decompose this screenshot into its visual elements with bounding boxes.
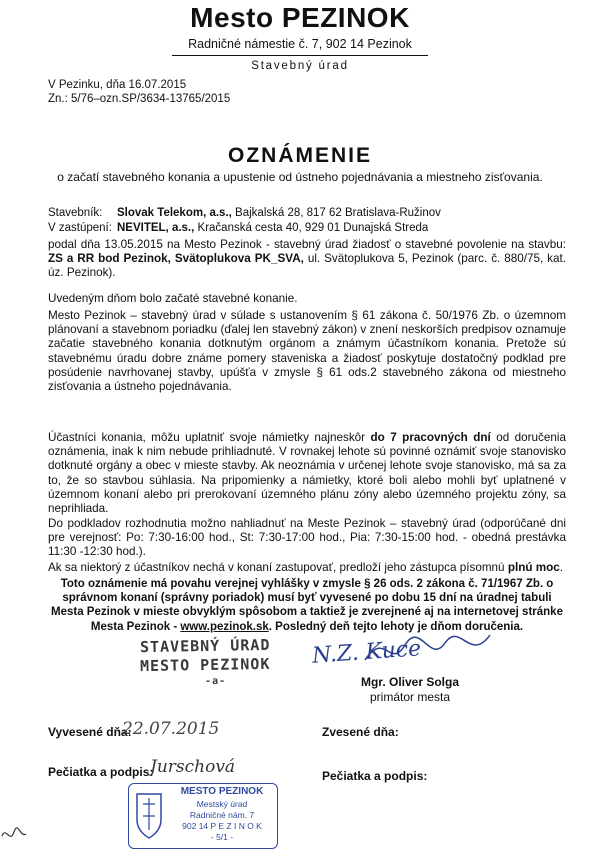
round-stamp-line1: MESTO PEZINOK xyxy=(180,786,264,797)
removed-label: Zvesené dňa: xyxy=(322,725,399,739)
round-stamp-line4: 902 14 P E Z I N O K xyxy=(182,821,262,831)
office-name: Stavebný úrad xyxy=(251,60,349,72)
paragraph-legal-basis: Mesto Pezinok – stavebný úrad v súlade s ustanovením § 61 zákona č. 50/1976 Zb. o územnom plánovaní a stavebnom poriadku (ďalej len stavebný zákon) v znení neskorších predpisov oznamuje začatie stavebného konania dotknutým orgánom a známym účastníkom konania. Pretože sú stavebnému úradu dobre známe pomery staveniska a žiadosť poskytuje dostatočný podklad pre posúdenie navrhovanej stavby, upúšťa v zmysle § 61 ods.2 stavebného zákona od miestneho zisťovania a ústneho pojednávania. xyxy=(48,309,566,394)
p1-text-a: podal dňa 13.05.2015 na Mesto Pezinok - stavebný úrad žiadosť o stavebné povolenie na stavbu: xyxy=(48,238,566,251)
builder-name: Slovak Telekom, a.s., xyxy=(117,207,232,219)
signatory-name: Mgr. Oliver Solga xyxy=(360,675,460,689)
paragraph-start: Uvedeným dňom bolo začaté stavebné konanie. xyxy=(48,292,298,305)
notice-title: OZNÁMENIE xyxy=(228,144,372,167)
round-stamp-line2: Mestský úrad xyxy=(196,799,248,809)
representative-address: Kračanská cesta 40, 929 01 Dunajská Streda xyxy=(197,222,429,234)
header-divider xyxy=(172,55,428,56)
p6-text-c: . xyxy=(559,561,564,574)
posted-date: 22.07.2015 xyxy=(122,719,220,739)
paragraph-objections xyxy=(48,431,566,516)
signatory-role: primátor mesta xyxy=(369,690,451,704)
municipal-stamp xyxy=(128,783,278,849)
p1-text-c: ul. Svätoplukova 5, Pezinok (parc. č. 880/75, kat. úz. Pezinok). xyxy=(48,252,566,280)
power-of-attorney: plnú moc xyxy=(507,561,560,574)
office-stamp-line3: -a- xyxy=(204,675,227,688)
paragraph-application xyxy=(48,238,566,281)
margin-scribble-icon xyxy=(0,822,30,846)
construction-name: ZS a RR bod Pezinok, Svätoplukova PK_SVA, xyxy=(48,252,304,266)
city-address: Radničné námestie č. 7, 902 14 Pezinok xyxy=(188,37,412,51)
notice-subtitle: o začatí stavebného konania a upustenie od ústneho pojednávania a miestneho zisťovania. xyxy=(57,170,543,184)
paragraph-representation xyxy=(48,561,566,575)
coat-of-arms-icon xyxy=(135,792,163,840)
representative-line xyxy=(117,222,428,234)
paragraph-office-hours: Do podkladov rozhodnutia možno nahliadnuť na Meste Pezinok – stavebný úrad (odporúčané dni pre verejnosť: Po: 7:30-16:00 hod., St: 7:30-17:00 hod., Pia: 7:30-15:00 hod. - obedná prestávka 11:30 -12:30 hod.). xyxy=(48,517,566,559)
round-stamp-line3: Radničné nám. 7 xyxy=(189,810,255,820)
builder-label: Stavebník: xyxy=(48,207,103,219)
posted-label: Vyvesené dňa: xyxy=(48,725,132,739)
closing-text-b: . Posledný deň tejto lehoty je dňom doručenia. xyxy=(268,620,524,633)
stamp-signature-label-right: Pečiatka a podpis: xyxy=(322,769,428,783)
mayor-handwritten-signature: N.Z. Kuce xyxy=(311,636,422,669)
closing-text-a: Toto oznámenie má povahu verejnej vyhlášky v zmysle § 26 ods. 2 zákona č. 71/1967 Zb. o správnom konaní (správny poriadok) musí byť vyvesené po dobu 15 dní na úradnej tabuli Mesta Pezinok v mieste obvyklým spôsobom a taktiež je zverejnené aj na internetovej stránke Mesta Pezinok - xyxy=(51,578,563,633)
stamp-signature-label-left: Pečiatka a podpis: xyxy=(48,765,154,779)
representative-name: NEVITEL, a.s., xyxy=(117,222,195,234)
builder-line xyxy=(117,207,441,219)
deadline-emphasis: do 7 pracovných dní xyxy=(370,431,491,444)
p6-text-a: Ak sa niektorý z účastníkov nechá v konaní zastupovať, predloží jeho zástupca písomnú xyxy=(48,561,508,574)
website-link[interactable]: www.pezinok.sk xyxy=(180,620,269,633)
office-stamp-line1: STAVEBNÝ ÚRAD xyxy=(139,635,271,657)
office-stamp-line2: MESTO PEZINOK xyxy=(139,654,271,676)
builder-address: Bajkalská 28, 817 62 Bratislava-Ružinov xyxy=(235,207,441,219)
representative-label: V zastúpení: xyxy=(48,222,112,234)
place-date: V Pezinku, dňa 16.07.2015 xyxy=(48,79,187,91)
city-title: Mesto PEZINOK xyxy=(190,2,410,33)
signature-scribble-icon xyxy=(360,625,500,675)
round-stamp-line5: - 5/1 - xyxy=(210,832,234,842)
reference-number: Zn.: 5/76–ozn.SP/3634-13765/2015 xyxy=(48,93,231,105)
p4-text-c: od doručenia oznámenia, inak k nim nebude prihliadnuté. V rovnakej lehote sú povinné oznámiť svoje stanovisko dotknuté orgány a obec v mieste stavby. Ak neoznámia v určenej lehote svoje stanovisko, má sa za to, že so stavbou súhlasia. Na pripomienky a námietky, ktoré boli alebo mohli byť uplatnené v územnom konaní alebo pri prerokovaní územného plánu zóny alebo územného projektu zóny, sa neprihliada. xyxy=(48,431,566,516)
p4-text-a: Účastníci konania, môžu uplatniť svoje námietky najneskôr xyxy=(48,431,371,444)
clerk-handwritten-signature: Jurschová xyxy=(150,757,236,777)
